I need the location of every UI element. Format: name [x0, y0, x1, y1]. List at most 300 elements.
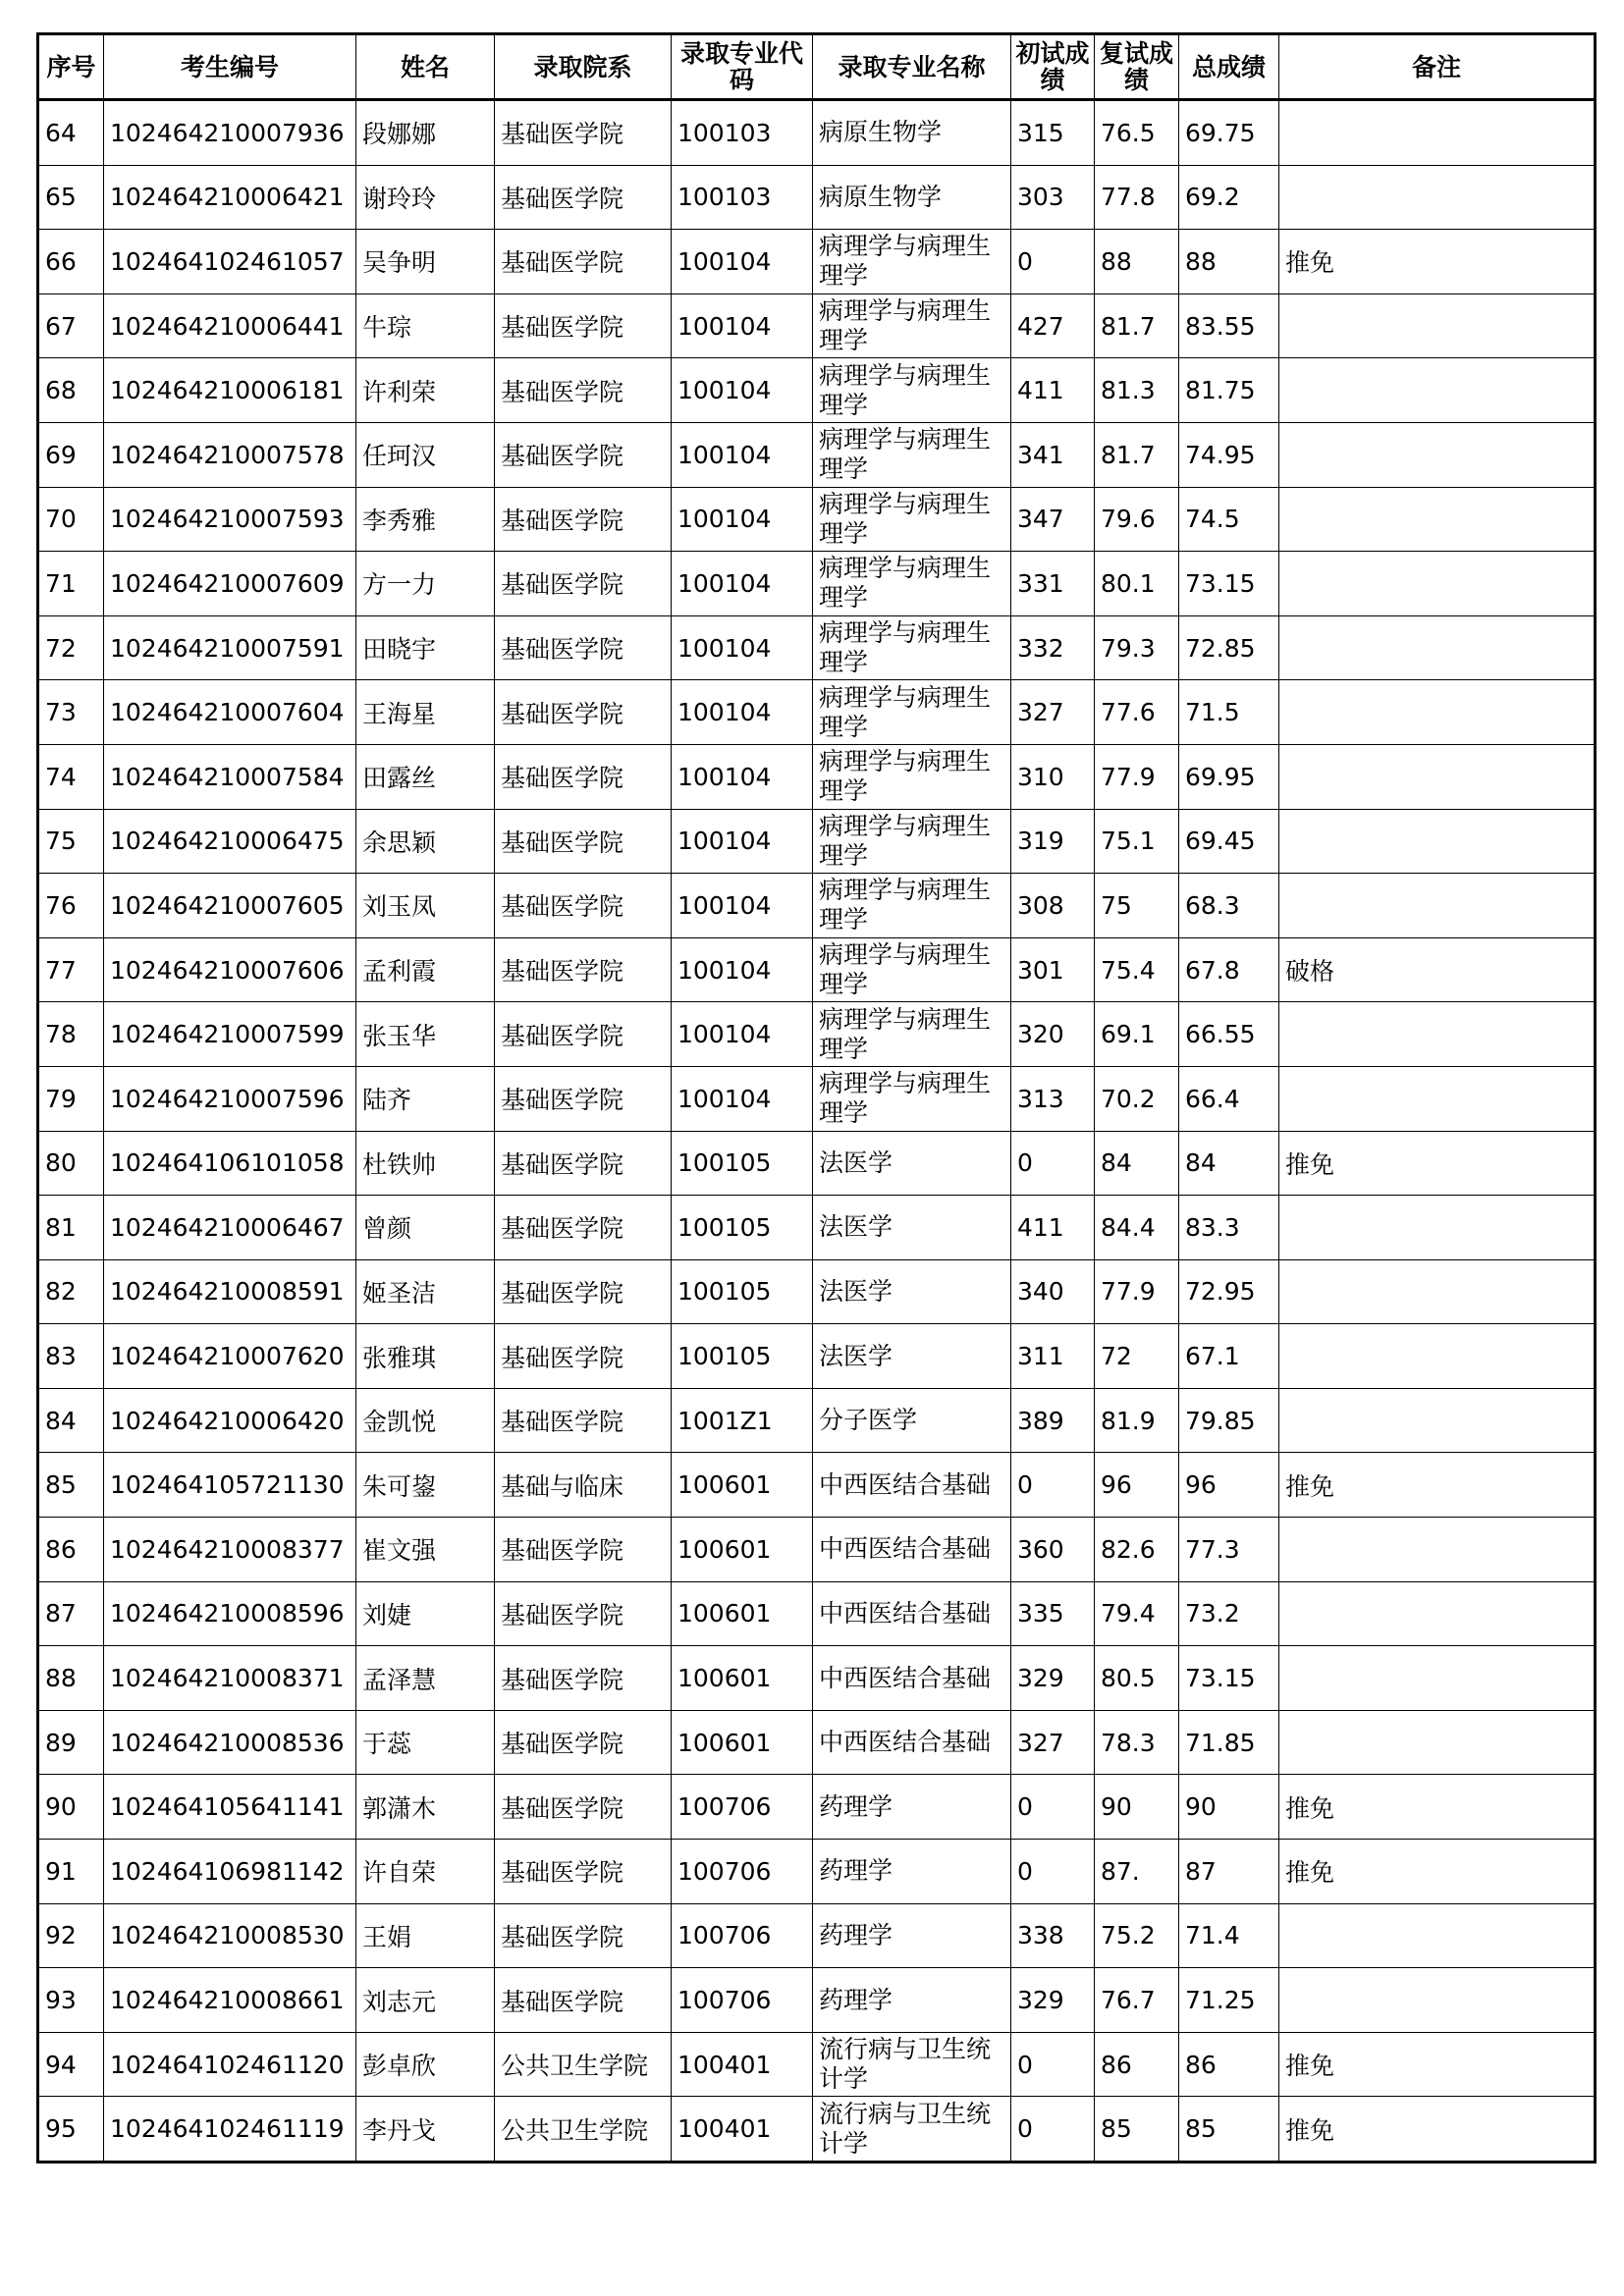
cell-department: 基础医学院 [495, 680, 672, 745]
table-row [38, 230, 1596, 294]
cell-total-score: 84 [1179, 1131, 1279, 1196]
cell-name: 李秀雅 [356, 487, 495, 552]
cell-initial-score: 0 [1011, 1131, 1095, 1196]
cell-initial-score: 329 [1011, 1968, 1095, 2033]
cell-index: 92 [38, 1903, 104, 1968]
cell-major-name: 病理学与病理生理学 [813, 1066, 1011, 1131]
cell-remarks [1279, 1646, 1596, 1711]
cell-major-code: 100601 [672, 1581, 813, 1646]
cell-department: 基础医学院 [495, 100, 672, 166]
cell-major-name: 病理学与病理生理学 [813, 552, 1011, 616]
header-total-score: 总成绩 [1179, 34, 1279, 100]
cell-major-code: 100104 [672, 487, 813, 552]
cell-name: 王娟 [356, 1903, 495, 1968]
cell-name: 曾颜 [356, 1196, 495, 1260]
cell-initial-score: 331 [1011, 552, 1095, 616]
cell-major-code: 100104 [672, 552, 813, 616]
cell-department: 基础医学院 [495, 230, 672, 294]
table-row [38, 2097, 1596, 2163]
cell-major-code: 100401 [672, 2097, 813, 2163]
cell-department: 基础医学院 [495, 1968, 672, 2033]
cell-initial-score: 310 [1011, 744, 1095, 809]
cell-candidate-id: 102464210007593 [104, 487, 356, 552]
cell-index: 86 [38, 1518, 104, 1582]
cell-initial-score: 315 [1011, 100, 1095, 166]
cell-department: 公共卫生学院 [495, 2032, 672, 2097]
cell-retest-score: 79.6 [1095, 487, 1179, 552]
cell-initial-score: 0 [1011, 2032, 1095, 2097]
cell-candidate-id: 102464102461119 [104, 2097, 356, 2163]
table-row [38, 1840, 1596, 1904]
cell-remarks [1279, 1581, 1596, 1646]
cell-retest-score: 76.7 [1095, 1968, 1179, 2033]
cell-candidate-id: 102464210007584 [104, 744, 356, 809]
cell-major-code: 100105 [672, 1196, 813, 1260]
cell-department: 基础医学院 [495, 874, 672, 938]
cell-retest-score: 81.7 [1095, 422, 1179, 487]
cell-department: 基础医学院 [495, 615, 672, 680]
cell-index: 66 [38, 230, 104, 294]
cell-major-code: 100104 [672, 680, 813, 745]
cell-remarks [1279, 100, 1596, 166]
cell-name: 许自荣 [356, 1840, 495, 1904]
cell-retest-score: 72 [1095, 1324, 1179, 1389]
cell-name: 郭潇木 [356, 1775, 495, 1840]
cell-retest-score: 87. [1095, 1840, 1179, 1904]
cell-major-name: 中西医结合基础 [813, 1581, 1011, 1646]
cell-initial-score: 0 [1011, 2097, 1095, 2163]
admission-table [36, 32, 1597, 2163]
cell-index: 89 [38, 1710, 104, 1775]
cell-major-code: 100104 [672, 1066, 813, 1131]
cell-initial-score: 340 [1011, 1259, 1095, 1324]
cell-major-name: 病理学与病理生理学 [813, 294, 1011, 358]
table-row [38, 1324, 1596, 1389]
table-row [38, 422, 1596, 487]
cell-name: 朱可鋆 [356, 1453, 495, 1518]
header-name: 姓名 [356, 34, 495, 100]
table-row [38, 809, 1596, 874]
cell-candidate-id: 102464210008596 [104, 1581, 356, 1646]
cell-candidate-id: 102464210006181 [104, 358, 356, 423]
cell-initial-score: 338 [1011, 1903, 1095, 1968]
cell-initial-score: 303 [1011, 165, 1095, 230]
cell-index: 95 [38, 2097, 104, 2163]
cell-name: 段娜娜 [356, 100, 495, 166]
cell-major-code: 100104 [672, 230, 813, 294]
cell-retest-score: 75 [1095, 874, 1179, 938]
cell-department: 基础医学院 [495, 294, 672, 358]
cell-initial-score: 313 [1011, 1066, 1095, 1131]
cell-remarks [1279, 680, 1596, 745]
cell-remarks: 推免 [1279, 230, 1596, 294]
cell-name: 谢玲玲 [356, 165, 495, 230]
cell-total-score: 74.5 [1179, 487, 1279, 552]
cell-major-code: 100104 [672, 874, 813, 938]
cell-initial-score: 0 [1011, 230, 1095, 294]
cell-major-code: 100104 [672, 1002, 813, 1067]
cell-index: 90 [38, 1775, 104, 1840]
cell-major-code: 100105 [672, 1131, 813, 1196]
cell-major-code: 1001Z1 [672, 1388, 813, 1453]
cell-remarks [1279, 744, 1596, 809]
cell-initial-score: 411 [1011, 1196, 1095, 1260]
table-row [38, 165, 1596, 230]
cell-retest-score: 75.2 [1095, 1903, 1179, 1968]
cell-candidate-id: 102464210007606 [104, 937, 356, 1002]
header-row [38, 34, 1596, 100]
cell-retest-score: 80.1 [1095, 552, 1179, 616]
cell-major-code: 100104 [672, 294, 813, 358]
cell-major-name: 病理学与病理生理学 [813, 809, 1011, 874]
cell-major-code: 100103 [672, 100, 813, 166]
table-row [38, 1710, 1596, 1775]
cell-department: 基础医学院 [495, 1388, 672, 1453]
cell-department: 基础医学院 [495, 552, 672, 616]
cell-index: 74 [38, 744, 104, 809]
cell-remarks [1279, 358, 1596, 423]
cell-remarks [1279, 1710, 1596, 1775]
table-row [38, 1259, 1596, 1324]
table-row [38, 1131, 1596, 1196]
table-row [38, 1968, 1596, 2033]
cell-major-name: 病理学与病理生理学 [813, 487, 1011, 552]
cell-major-code: 100706 [672, 1775, 813, 1840]
cell-major-name: 药理学 [813, 1775, 1011, 1840]
cell-major-code: 100401 [672, 2032, 813, 2097]
cell-initial-score: 341 [1011, 422, 1095, 487]
cell-name: 刘志元 [356, 1968, 495, 2033]
cell-major-name: 法医学 [813, 1196, 1011, 1260]
cell-candidate-id: 102464210008530 [104, 1903, 356, 1968]
cell-initial-score: 0 [1011, 1775, 1095, 1840]
cell-initial-score: 320 [1011, 1002, 1095, 1067]
cell-candidate-id: 102464210006421 [104, 165, 356, 230]
table-row [38, 487, 1596, 552]
cell-candidate-id: 102464210006467 [104, 1196, 356, 1260]
cell-total-score: 67.8 [1179, 937, 1279, 1002]
table-row [38, 1388, 1596, 1453]
cell-remarks [1279, 294, 1596, 358]
cell-initial-score: 308 [1011, 874, 1095, 938]
cell-major-code: 100105 [672, 1259, 813, 1324]
table-row [38, 1066, 1596, 1131]
cell-remarks [1279, 615, 1596, 680]
cell-remarks [1279, 422, 1596, 487]
cell-major-name: 药理学 [813, 1903, 1011, 1968]
cell-remarks [1279, 809, 1596, 874]
cell-index: 87 [38, 1581, 104, 1646]
header-remarks: 备注 [1279, 34, 1596, 100]
cell-major-name: 法医学 [813, 1131, 1011, 1196]
cell-department: 基础医学院 [495, 1259, 672, 1324]
cell-major-code: 100706 [672, 1840, 813, 1904]
cell-candidate-id: 102464106101058 [104, 1131, 356, 1196]
table-row [38, 1453, 1596, 1518]
cell-major-name: 法医学 [813, 1259, 1011, 1324]
cell-department: 基础医学院 [495, 1581, 672, 1646]
cell-candidate-id: 102464210006475 [104, 809, 356, 874]
cell-name: 许利荣 [356, 358, 495, 423]
cell-major-code: 100104 [672, 615, 813, 680]
cell-total-score: 83.55 [1179, 294, 1279, 358]
cell-index: 67 [38, 294, 104, 358]
cell-index: 94 [38, 2032, 104, 2097]
table-row [38, 294, 1596, 358]
cell-candidate-id: 102464210008371 [104, 1646, 356, 1711]
cell-name: 陆齐 [356, 1066, 495, 1131]
cell-major-name: 药理学 [813, 1840, 1011, 1904]
cell-department: 公共卫生学院 [495, 2097, 672, 2163]
cell-candidate-id: 102464210007604 [104, 680, 356, 745]
cell-major-name: 病理学与病理生理学 [813, 1002, 1011, 1067]
cell-candidate-id: 102464210008661 [104, 1968, 356, 2033]
table-row [38, 552, 1596, 616]
cell-major-name: 药理学 [813, 1968, 1011, 2033]
table-row [38, 100, 1596, 166]
cell-total-score: 69.45 [1179, 809, 1279, 874]
cell-department: 基础医学院 [495, 937, 672, 1002]
cell-department: 基础医学院 [495, 1131, 672, 1196]
cell-department: 基础与临床 [495, 1453, 672, 1518]
cell-candidate-id: 102464210007596 [104, 1066, 356, 1131]
cell-retest-score: 80.5 [1095, 1646, 1179, 1711]
header-department: 录取院系 [495, 34, 672, 100]
table-row [38, 358, 1596, 423]
cell-major-name: 流行病与卫生统计学 [813, 2032, 1011, 2097]
cell-index: 73 [38, 680, 104, 745]
cell-retest-score: 76.5 [1095, 100, 1179, 166]
cell-department: 基础医学院 [495, 1710, 672, 1775]
cell-retest-score: 70.2 [1095, 1066, 1179, 1131]
cell-remarks [1279, 874, 1596, 938]
cell-retest-score: 96 [1095, 1453, 1179, 1518]
cell-initial-score: 360 [1011, 1518, 1095, 1582]
cell-name: 张雅琪 [356, 1324, 495, 1389]
cell-index: 81 [38, 1196, 104, 1260]
cell-total-score: 85 [1179, 2097, 1279, 2163]
cell-candidate-id: 102464102461057 [104, 230, 356, 294]
table-row [38, 1646, 1596, 1711]
cell-department: 基础医学院 [495, 1840, 672, 1904]
cell-department: 基础医学院 [495, 165, 672, 230]
cell-retest-score: 77.6 [1095, 680, 1179, 745]
cell-retest-score: 75.4 [1095, 937, 1179, 1002]
cell-remarks [1279, 1259, 1596, 1324]
cell-retest-score: 86 [1095, 2032, 1179, 2097]
cell-name: 孟利霞 [356, 937, 495, 1002]
header-index: 序号 [38, 34, 104, 100]
table-row [38, 1518, 1596, 1582]
cell-initial-score: 311 [1011, 1324, 1095, 1389]
table-body [38, 100, 1596, 2163]
cell-name: 孟泽慧 [356, 1646, 495, 1711]
cell-initial-score: 411 [1011, 358, 1095, 423]
cell-major-name: 病理学与病理生理学 [813, 744, 1011, 809]
cell-name: 姬圣洁 [356, 1259, 495, 1324]
cell-remarks: 推免 [1279, 1131, 1596, 1196]
cell-remarks [1279, 1968, 1596, 2033]
cell-department: 基础医学院 [495, 1196, 672, 1260]
cell-department: 基础医学院 [495, 1066, 672, 1131]
cell-candidate-id: 102464210007599 [104, 1002, 356, 1067]
cell-total-score: 71.85 [1179, 1710, 1279, 1775]
cell-major-code: 100104 [672, 809, 813, 874]
cell-index: 93 [38, 1968, 104, 2033]
cell-candidate-id: 102464210008536 [104, 1710, 356, 1775]
cell-candidate-id: 102464106981142 [104, 1840, 356, 1904]
cell-major-name: 中西医结合基础 [813, 1453, 1011, 1518]
cell-name: 金凯悦 [356, 1388, 495, 1453]
cell-retest-score: 81.9 [1095, 1388, 1179, 1453]
cell-name: 余思颖 [356, 809, 495, 874]
cell-major-name: 法医学 [813, 1324, 1011, 1389]
cell-total-score: 72.85 [1179, 615, 1279, 680]
cell-name: 彭卓欣 [356, 2032, 495, 2097]
cell-total-score: 69.75 [1179, 100, 1279, 166]
cell-remarks: 推免 [1279, 1840, 1596, 1904]
cell-total-score: 88 [1179, 230, 1279, 294]
cell-retest-score: 81.3 [1095, 358, 1179, 423]
cell-name: 刘玉凤 [356, 874, 495, 938]
cell-candidate-id: 102464105721130 [104, 1453, 356, 1518]
cell-major-code: 100104 [672, 937, 813, 1002]
cell-total-score: 73.15 [1179, 552, 1279, 616]
cell-retest-score: 77.8 [1095, 165, 1179, 230]
cell-name: 任珂汉 [356, 422, 495, 487]
cell-total-score: 83.3 [1179, 1196, 1279, 1260]
cell-name: 田晓宇 [356, 615, 495, 680]
header-initial-score: 初试成绩 [1011, 34, 1095, 100]
cell-total-score: 68.3 [1179, 874, 1279, 938]
table-row [38, 615, 1596, 680]
cell-major-name: 病理学与病理生理学 [813, 230, 1011, 294]
cell-candidate-id: 102464105641141 [104, 1775, 356, 1840]
cell-name: 崔文强 [356, 1518, 495, 1582]
cell-remarks [1279, 552, 1596, 616]
cell-initial-score: 327 [1011, 1710, 1095, 1775]
cell-department: 基础医学院 [495, 744, 672, 809]
cell-candidate-id: 102464210007936 [104, 100, 356, 166]
cell-department: 基础医学院 [495, 358, 672, 423]
cell-index: 91 [38, 1840, 104, 1904]
cell-major-code: 100706 [672, 1968, 813, 2033]
cell-remarks: 推免 [1279, 2097, 1596, 2163]
cell-index: 82 [38, 1259, 104, 1324]
cell-major-name: 病理学与病理生理学 [813, 358, 1011, 423]
cell-department: 基础医学院 [495, 422, 672, 487]
cell-total-score: 69.2 [1179, 165, 1279, 230]
cell-index: 65 [38, 165, 104, 230]
cell-total-score: 66.55 [1179, 1002, 1279, 1067]
cell-name: 张玉华 [356, 1002, 495, 1067]
cell-total-score: 81.75 [1179, 358, 1279, 423]
cell-retest-score: 69.1 [1095, 1002, 1179, 1067]
cell-major-name: 病原生物学 [813, 100, 1011, 166]
table-row [38, 2032, 1596, 2097]
cell-index: 71 [38, 552, 104, 616]
cell-major-name: 流行病与卫生统计学 [813, 2097, 1011, 2163]
cell-department: 基础医学院 [495, 1324, 672, 1389]
cell-department: 基础医学院 [495, 1518, 672, 1582]
cell-remarks [1279, 1066, 1596, 1131]
cell-department: 基础医学院 [495, 1646, 672, 1711]
cell-initial-score: 335 [1011, 1581, 1095, 1646]
cell-candidate-id: 102464210006420 [104, 1388, 356, 1453]
cell-index: 70 [38, 487, 104, 552]
table-row [38, 1196, 1596, 1260]
cell-index: 85 [38, 1453, 104, 1518]
header-major-code: 录取专业代码 [672, 34, 813, 100]
cell-major-code: 100601 [672, 1646, 813, 1711]
cell-total-score: 73.2 [1179, 1581, 1279, 1646]
cell-total-score: 71.5 [1179, 680, 1279, 745]
header-candidate-id: 考生编号 [104, 34, 356, 100]
cell-total-score: 67.1 [1179, 1324, 1279, 1389]
cell-major-name: 中西医结合基础 [813, 1518, 1011, 1582]
cell-name: 刘婕 [356, 1581, 495, 1646]
cell-candidate-id: 102464210007609 [104, 552, 356, 616]
cell-initial-score: 389 [1011, 1388, 1095, 1453]
cell-name: 李丹戈 [356, 2097, 495, 2163]
cell-major-code: 100601 [672, 1710, 813, 1775]
cell-major-name: 病理学与病理生理学 [813, 615, 1011, 680]
cell-total-score: 90 [1179, 1775, 1279, 1840]
cell-initial-score: 301 [1011, 937, 1095, 1002]
cell-index: 84 [38, 1388, 104, 1453]
cell-index: 68 [38, 358, 104, 423]
cell-department: 基础医学院 [495, 1002, 672, 1067]
cell-initial-score: 329 [1011, 1646, 1095, 1711]
cell-remarks [1279, 1903, 1596, 1968]
cell-retest-score: 78.3 [1095, 1710, 1179, 1775]
cell-candidate-id: 102464102461120 [104, 2032, 356, 2097]
cell-department: 基础医学院 [495, 1775, 672, 1840]
cell-total-score: 73.15 [1179, 1646, 1279, 1711]
cell-total-score: 71.4 [1179, 1903, 1279, 1968]
cell-initial-score: 332 [1011, 615, 1095, 680]
cell-name: 牛琮 [356, 294, 495, 358]
cell-department: 基础医学院 [495, 1903, 672, 1968]
cell-total-score: 72.95 [1179, 1259, 1279, 1324]
table-row [38, 874, 1596, 938]
cell-index: 76 [38, 874, 104, 938]
cell-total-score: 69.95 [1179, 744, 1279, 809]
cell-total-score: 71.25 [1179, 1968, 1279, 2033]
cell-initial-score: 347 [1011, 487, 1095, 552]
cell-major-name: 分子医学 [813, 1388, 1011, 1453]
cell-major-name: 中西医结合基础 [813, 1710, 1011, 1775]
cell-major-code: 100601 [672, 1453, 813, 1518]
cell-major-code: 100104 [672, 422, 813, 487]
cell-retest-score: 84.4 [1095, 1196, 1179, 1260]
table-row [38, 680, 1596, 745]
cell-candidate-id: 102464210008591 [104, 1259, 356, 1324]
cell-name: 方一力 [356, 552, 495, 616]
cell-retest-score: 75.1 [1095, 809, 1179, 874]
table-row [38, 937, 1596, 1002]
cell-name: 吴争明 [356, 230, 495, 294]
cell-major-name: 病理学与病理生理学 [813, 422, 1011, 487]
cell-name: 于蕊 [356, 1710, 495, 1775]
cell-retest-score: 88 [1095, 230, 1179, 294]
cell-candidate-id: 102464210007578 [104, 422, 356, 487]
cell-major-code: 100601 [672, 1518, 813, 1582]
table-row [38, 1581, 1596, 1646]
cell-remarks [1279, 165, 1596, 230]
cell-total-score: 86 [1179, 2032, 1279, 2097]
cell-major-code: 100103 [672, 165, 813, 230]
